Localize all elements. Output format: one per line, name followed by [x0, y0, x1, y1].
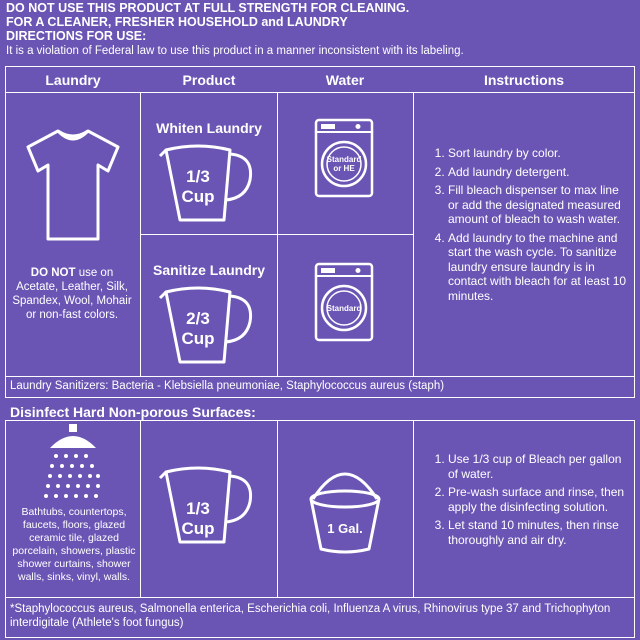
column-header-instructions: Instructions	[483, 72, 565, 88]
laundry-step: 3. Fill bleach dispenser to max line or add the designated measured amount of bleach to wash water.	[448, 183, 630, 227]
laundry-instructions	[434, 146, 630, 307]
directions-heading: DIRECTIONS FOR USE:	[6, 29, 147, 43]
column-header-product: Product	[182, 72, 236, 88]
do-not-label: DO NOT	[30, 267, 76, 279]
header-divider	[5, 92, 635, 93]
column-header-water: Water	[325, 72, 365, 88]
shower-head-icon	[38, 424, 108, 506]
disinfect-step: 2. Pre-wash surface and rinse, then apply the disinfecting solution.	[448, 485, 630, 514]
whiten-amount-unit: Cup	[181, 187, 215, 206]
laundry-step: 1. Sort laundry by color.	[448, 146, 630, 161]
disinfect-step: 1. Use 1/3 cup of Bleach per gallon of water.	[448, 452, 630, 481]
disinfect-amount-unit: Cup	[181, 519, 215, 538]
disinfect-step: 3. Let stand 10 minutes, then rinse thoroughly and air dry.	[448, 518, 630, 547]
laundry-warning	[12, 266, 132, 322]
row-divider	[140, 234, 413, 235]
column-header-laundry: Laundry	[45, 72, 101, 88]
sanitize-amount-unit: Cup	[181, 329, 215, 348]
grid-line	[413, 420, 414, 597]
whiten-amount-fraction: 1/3	[186, 167, 210, 186]
measuring-cup-icon	[158, 140, 258, 226]
whiten-water-label: Standard	[326, 155, 362, 164]
row-divider	[5, 597, 635, 598]
measuring-cup-icon	[158, 462, 258, 548]
disinfect-amount-fraction: 1/3	[186, 499, 210, 518]
sanitize-amount-fraction: 2/3	[186, 309, 210, 328]
grid-line	[5, 92, 6, 376]
grid-line	[277, 420, 278, 597]
tshirt-icon	[20, 125, 126, 245]
laundry-sanitizers: Laundry Sanitizers: Bacteria - Klebsiella pneumoniae, Staphylococcus aureus (staph)	[10, 380, 445, 392]
subtitle-line: FOR A CLEANER, FRESHER HOUSEHOLD and LAUNDRY	[6, 15, 348, 29]
sanitize-water-label: Standard	[326, 304, 362, 313]
washing-machine-icon	[314, 118, 374, 198]
bucket-icon	[305, 455, 385, 555]
sanitize-title: Sanitize Laundry	[152, 262, 266, 278]
disinfect-title: Disinfect Hard Non-porous Surfaces:	[10, 404, 256, 420]
whiten-title: Whiten Laundry	[156, 120, 262, 136]
organisms-footnote: *Staphylococcus aureus, Salmonella enterica, Escherichia coli, Influenza A virus, Rhinovirus type 37 and Trichophyton interdigitale (Athlete's foot fungus)	[10, 603, 611, 629]
measuring-cup-icon	[158, 282, 258, 368]
disinfect-instructions	[434, 452, 630, 551]
bucket-label: 1 Gal.	[327, 521, 363, 536]
grid-line	[413, 92, 414, 376]
washing-machine-icon	[314, 262, 374, 342]
warning-line: DO NOT USE THIS PRODUCT AT FULL STRENGTH FOR CLEANING.	[6, 1, 410, 15]
laundry-warning-text: use on Acetate, Leather, Silk, Spandex, Wool, Mohair or non-fast colors.	[12, 267, 132, 321]
laundry-step: 2. Add laundry detergent.	[448, 165, 630, 180]
federal-law-notice: It is a violation of Federal law to use this product in a manner inconsistent with its labeling.	[6, 45, 464, 57]
grid-line	[140, 420, 141, 597]
surfaces-list: Bathtubs, countertops, faucets, floors, glazed ceramic tile, glazed porcelain, showers, plastic shower curtains, shower walls, sinks, vinyl, walls.	[12, 506, 136, 583]
row-divider	[5, 376, 635, 377]
laundry-step: 4. Add laundry to the machine and start the wash cycle. To sanitize laundry ensure laundry is in contact with bleach for at least 10 minutes.	[448, 231, 630, 304]
whiten-water-label-he: or HE	[333, 164, 355, 173]
